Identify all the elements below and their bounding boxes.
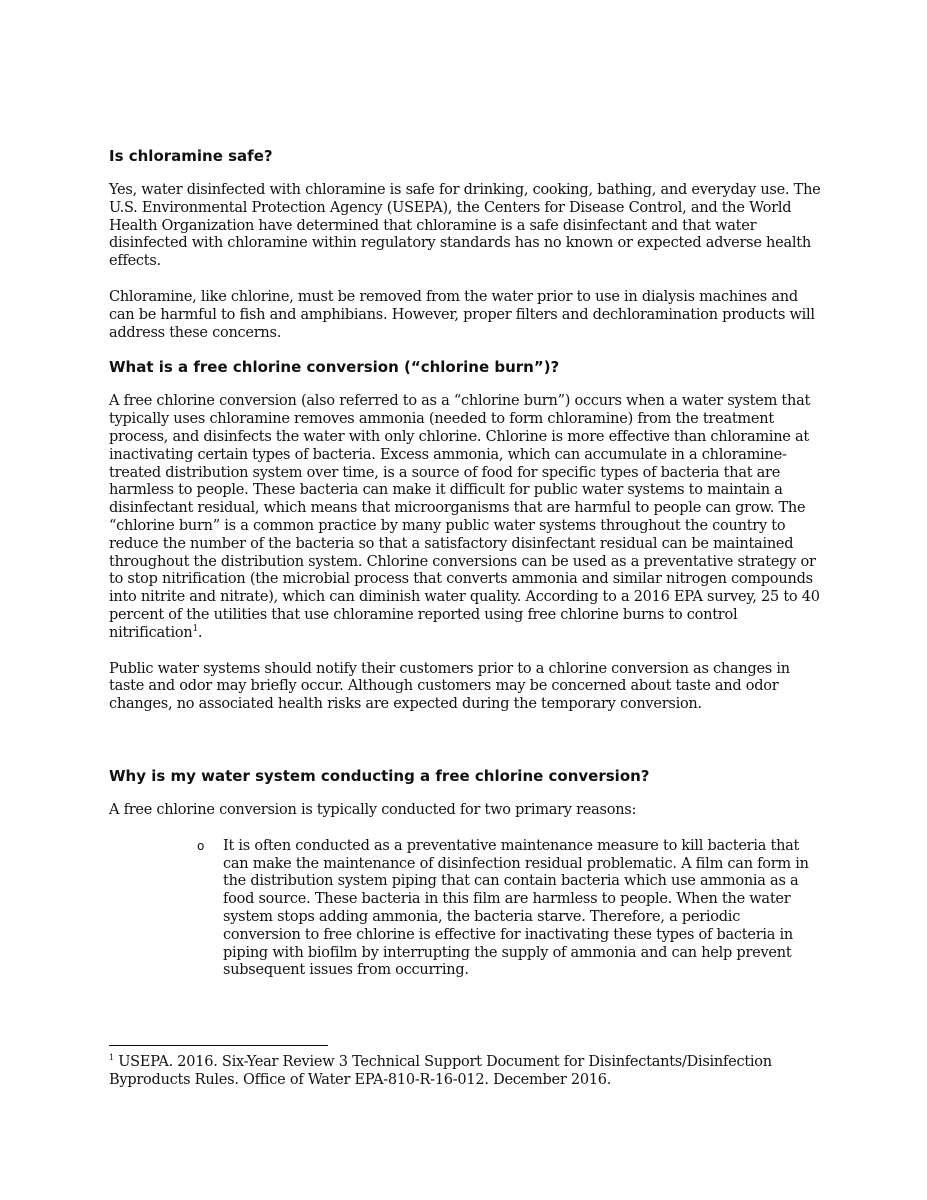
heading-why-conversion: Why is my water system conducting a free chlorine conversion? [109,766,650,785]
paragraph-end-punctuation: . [197,624,203,641]
paragraph-chlorine-burn-explained [109,393,821,642]
footnote-divider [109,1045,328,1046]
paragraph-two-reasons-intro: A free chlorine conversion is typically conducted for two primary reasons: [109,801,637,818]
heading-is-chloramine-safe: Is chloramine safe? [109,147,273,165]
footnote-text: USEPA. 2016. Six-Year Review 3 Technical Support Document for Disinfectants/Disinfection Byproducts Rules. Office of Water EPA-810-R-16-012. December 2016. [109,1054,772,1088]
list-item-text: It is often conducted as a preventative maintenance measure to kill bacteria that can make the maintenance of disinfection residual problematic. A film can form in the distribution system piping that can contain bacteria which use ammonia as a food source. These bacteria in this film are harmless to people. When the water system stops adding ammonia, the bacteria starve. Therefore, a periodic conversion to free chlorine is effective for inactivating these types of bacteria in piping with biofilm by interrupting the supply of ammonia and can help prevent subsequent issues from occurring. [223,837,809,979]
list-item [109,838,821,980]
circle-bullet-icon: o [197,838,205,853]
paragraph-customer-notification: Public water systems should notify their customers prior to a chlorine conversion as changes in taste and odor may briefly occur. Although customers may be concerned about taste and odor changes, no associated health risks are expected during the temporary conversion. [109,660,790,713]
page-body [109,146,821,980]
paragraph-chloramine-safe: Yes, water disinfected with chloramine is safe for drinking, cooking, bathing, and everyday use. The U.S. Environmental Protection Agency (USEPA), the Centers for Disease Control, and the World Health Organization have determined that chloramine is a safe disinfectant and that water disinfected with chloramine within regulatory standards has no known or expected adverse health effects. [109,182,821,270]
footnote-marker: 1 [109,1053,114,1063]
footnote-reference: 1 [192,623,198,634]
heading-free-chlorine-conversion: What is a free chlorine conversion (“chlorine burn”)? [109,358,560,377]
paragraph-chlorine-burn-text: A free chlorine conversion (also referred to as a “chlorine burn”) occurs when a water system that typically uses chloramine removes ammonia (needed to form chloramine) from the treatment process, and disinfects the water with only chlorine. Chlorine is more effective than chloramine at inactivating certain types of bacteria. Excess ammonia, which can accumulate in a chloramine-treated distribution system over time, is a source of food for specific types of bacteria that are harmless to people. These bacteria can make it difficult for public water systems to maintain a disinfectant residual, which means that microorganisms that are harmful to people can grow. The “chlorine burn” is a common practice by many public water systems throughout the country to reduce the number of the bacteria so that a satisfactory disinfectant residual can be maintained throughout the distribution system. Chlorine conversions can be used as a preventative strategy or to stop nitrification (the microbial process that converts ammonia and similar nitrogen compounds into nitrite and nitrate), which can diminish water quality. According to a 2016 EPA survey, 25 to 40 percent of the utilities that use chloramine reported using free chlorine burns to control nitrification [109,393,820,641]
reasons-list [109,838,821,980]
paragraph-dialysis-fish: Chloramine, like chlorine, must be removed from the water prior to use in dialysis machines and can be harmful to fish and amphibians. However, proper filters and dechloramination products will address these concerns. [109,288,815,341]
footnote [109,1054,821,1090]
